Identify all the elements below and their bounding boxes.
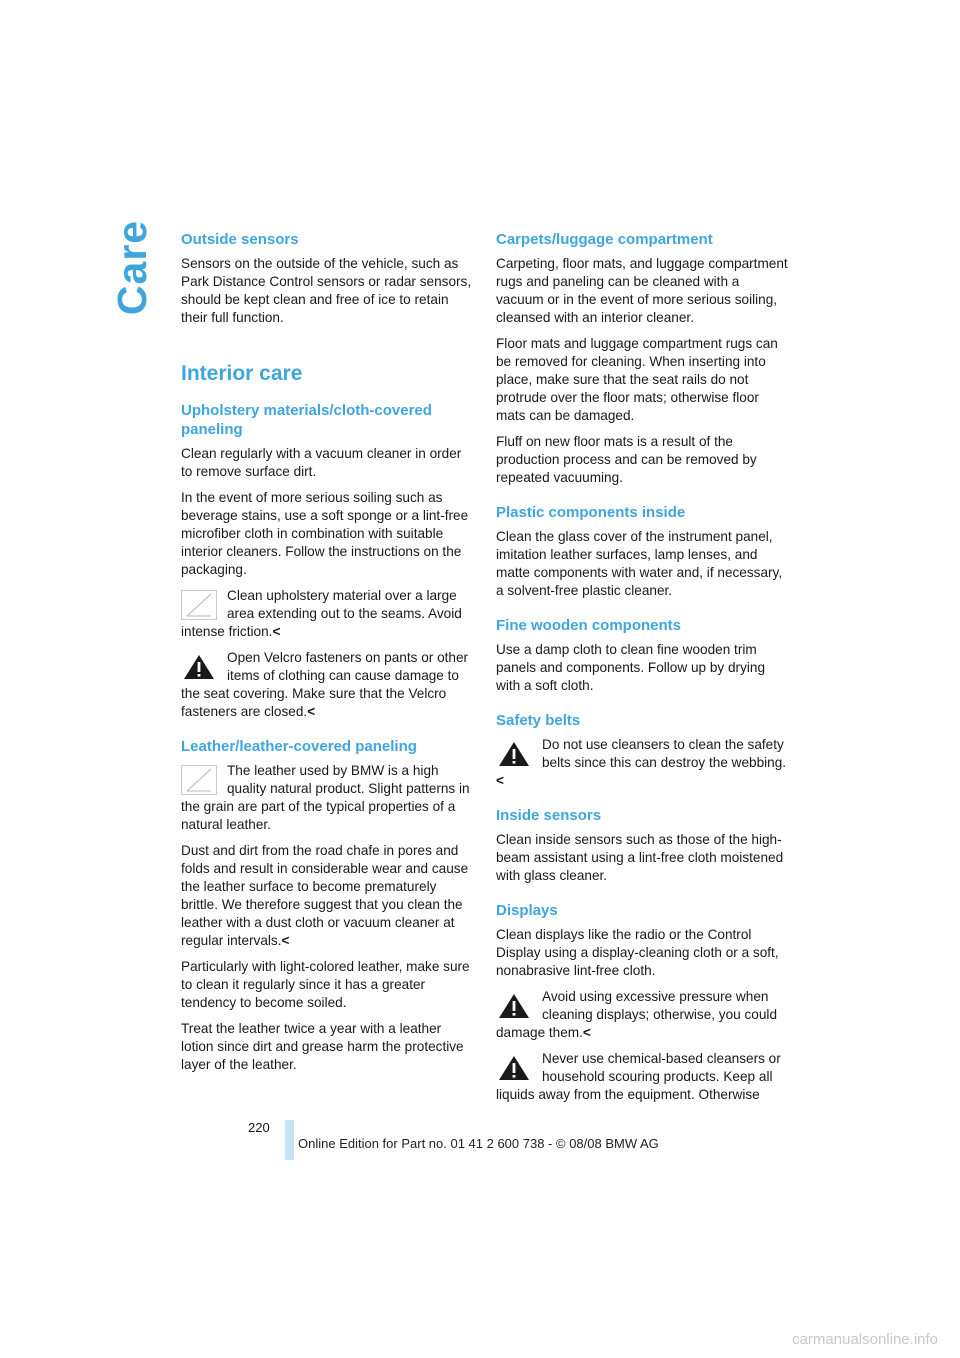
end-mark: < bbox=[496, 773, 504, 788]
right-column bbox=[496, 230, 788, 1112]
paragraph: Clean inside sensors such as those of the high-beam assistant using a lint-free cloth moistened with glass cleaner. bbox=[496, 832, 784, 883]
paragraph-text: Dust and dirt from the road chafe in pores and folds and result in considerable wear and cause the leather surface to become prematurely brittle. We therefore suggest that you clean the leather with a dust cloth or vacuum cleaner at regular intervals. bbox=[181, 843, 469, 948]
paragraph: Sensors on the outside of the vehicle, such as Park Distance Control sensors or radar sensors, should be kept clean and free of ice to retain their full function. bbox=[181, 256, 472, 325]
end-mark: < bbox=[582, 1025, 591, 1040]
page-number: 220 bbox=[248, 1120, 270, 1135]
section-tab bbox=[104, 219, 162, 315]
warning-triangle-icon bbox=[496, 739, 532, 769]
paragraph bbox=[181, 842, 473, 950]
warning-text: Avoid using excessive pressure when cleaning displays; otherwise, you could damage them. bbox=[496, 989, 778, 1040]
note-text: Clean upholstery material over a large area extending out to the seams. Avoid intense friction. bbox=[181, 588, 462, 639]
paragraph: Use a damp cloth to clean fine wooden trim panels and components. Follow up by drying with a soft cloth. bbox=[496, 642, 766, 693]
paragraph: Floor mats and luggage compartment rugs can be removed for cleaning. When inserting into place, make sure that the seat rails do not protrude over the floor mats; otherwise floor mats can be damaged. bbox=[496, 336, 778, 423]
heading-plastic: Plastic components inside bbox=[496, 504, 686, 521]
warning-text: Never use chemical-based cleansers or household scouring products. Keep all liquids away from the equipment. Otherwise bbox=[496, 1051, 781, 1102]
paragraph: Clean displays like the radio or the Control Display using a display-cleaning cloth or a soft, nonabrasive lint-free cloth. bbox=[496, 927, 779, 978]
warning-text: Do not use cleansers to clean the safety belts since this can destroy the webbing. bbox=[542, 737, 787, 770]
warning-triangle-icon bbox=[496, 991, 532, 1021]
paragraph: In the event of more serious soiling such as beverage stains, use a soft sponge or a lint-free microfiber cloth in combination with suitable interior cleaners. Follow the instructions on the packaging. bbox=[181, 490, 469, 577]
note-text: The leather used by BMW is a high quality natural product. Slight patterns in the grain are part of the typical properties of a natural leather. bbox=[181, 763, 470, 832]
heading-displays: Displays bbox=[496, 902, 558, 919]
paragraph: Treat the leather twice a year with a leather lotion since dirt and grease harm the protective layer of the leather. bbox=[181, 1021, 464, 1072]
watermark: carmanualsonline.info bbox=[792, 1331, 938, 1348]
warning-text: Open Velcro fasteners on pants or other items of clothing can cause damage to the seat covering. Make sure that the Velcro fasteners are closed. bbox=[181, 650, 469, 719]
footer-bar bbox=[285, 1120, 294, 1160]
heading-interior-care: Interior care bbox=[181, 362, 303, 385]
heading-outside-sensors: Outside sensors bbox=[181, 231, 299, 248]
end-mark: < bbox=[281, 933, 290, 948]
footer-text: Online Edition for Part no. 01 41 2 600 738 - © 08/08 BMW AG bbox=[298, 1136, 659, 1151]
paragraph: Fluff on new floor mats is a result of the production process and can be removed by repeated vacuuming. bbox=[496, 434, 757, 485]
end-mark: < bbox=[307, 704, 316, 719]
paragraph: Carpeting, floor mats, and luggage compartment rugs and paneling can be cleaned with a vacuum or in the event of more serious soiling, cleansed with an interior cleaner. bbox=[496, 256, 788, 325]
note-block bbox=[181, 762, 473, 834]
note-block bbox=[181, 587, 473, 641]
heading-wooden: Fine wooden components bbox=[496, 617, 682, 634]
end-mark: < bbox=[272, 624, 281, 639]
heading-leather: Leather/leather-covered paneling bbox=[181, 738, 417, 755]
heading-safety-belts: Safety belts bbox=[496, 712, 581, 729]
warning-block bbox=[496, 988, 788, 1042]
warning-block bbox=[181, 649, 473, 721]
note-triangle-icon bbox=[181, 590, 217, 620]
heading-upholstery: Upholstery materials/cloth-covered paneling bbox=[181, 402, 432, 438]
warning-triangle-icon bbox=[181, 652, 217, 682]
left-column bbox=[181, 230, 473, 1082]
warning-block bbox=[496, 736, 788, 790]
paragraph: Clean regularly with a vacuum cleaner in order to remove surface dirt. bbox=[181, 446, 462, 479]
note-triangle-icon bbox=[181, 765, 217, 795]
heading-inside-sensors: Inside sensors bbox=[496, 807, 602, 824]
warning-triangle-icon bbox=[496, 1053, 532, 1083]
paragraph: Particularly with light-colored leather, make sure to clean it regularly since it has a greater tendency to become soiled. bbox=[181, 959, 470, 1010]
heading-carpets: Carpets/luggage compartment bbox=[496, 231, 713, 248]
warning-block bbox=[496, 1050, 788, 1104]
paragraph: Clean the glass cover of the instrument panel, imitation leather surfaces, lamp lenses, and matte components with water and, if necessary, a solvent-free plastic cleaner. bbox=[496, 529, 783, 598]
section-tab-label: Care bbox=[109, 219, 156, 315]
